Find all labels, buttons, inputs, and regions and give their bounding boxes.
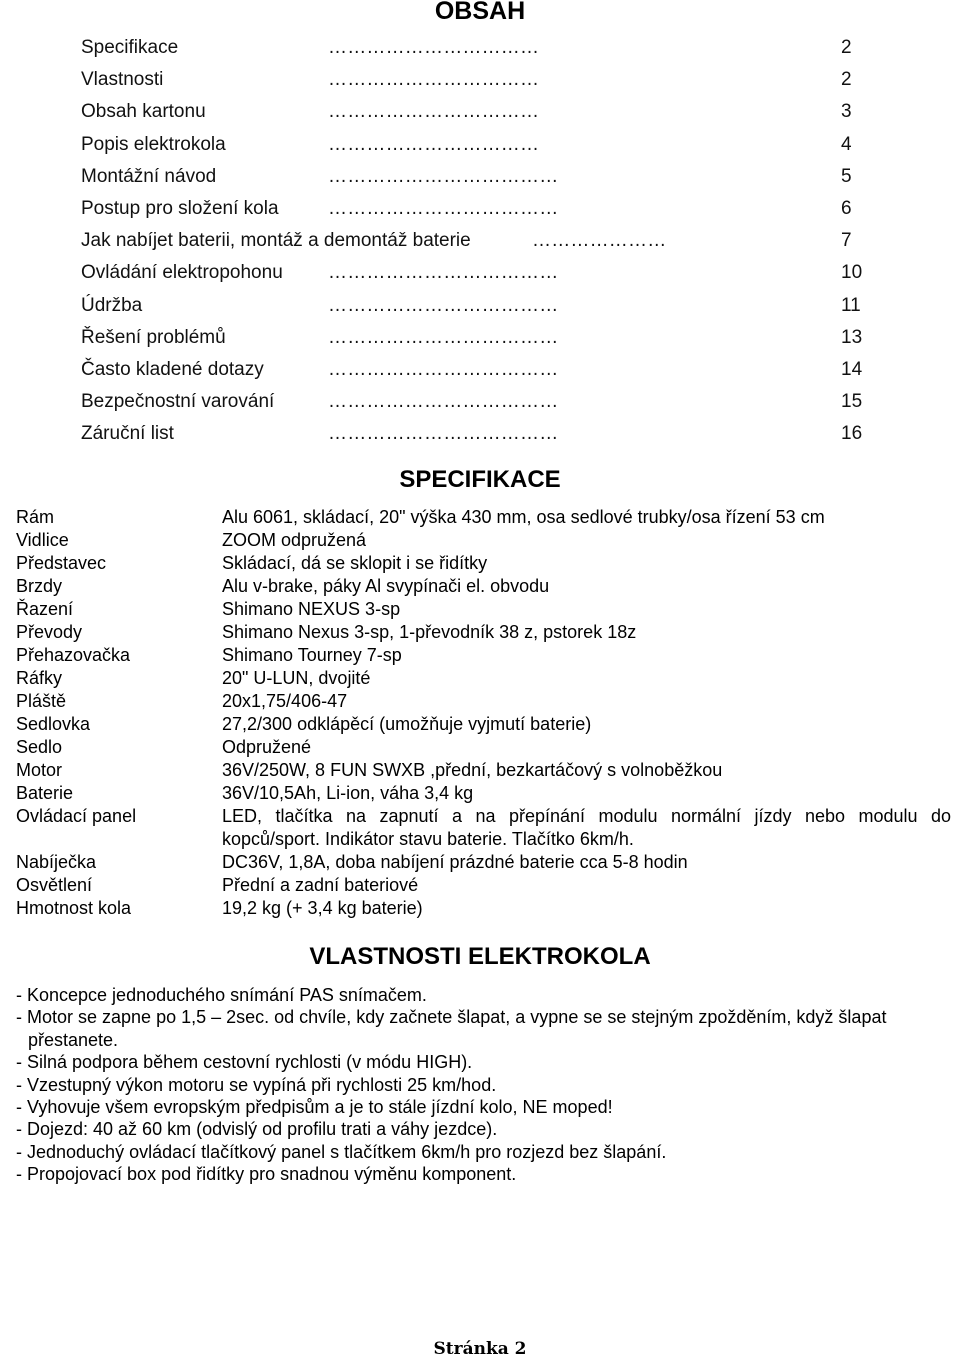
toc-entry-page: 2 — [841, 69, 852, 91]
toc-entry-page: 11 — [841, 294, 861, 316]
spec-value: Shimano Nexus 3-sp, 1-převodník 38 z, pstorek 18z — [222, 622, 637, 642]
toc-entry-page: 15 — [841, 391, 863, 413]
spec-row — [16, 552, 951, 575]
spec-label: Pláště — [16, 691, 67, 711]
toc-entry[interactable] — [81, 196, 881, 228]
spec-row — [16, 782, 951, 805]
toc-entry-page: 6 — [841, 197, 852, 219]
toc-entry-label: Postup pro složení kola — [81, 197, 279, 219]
spec-value: Skládací, dá se sklopit i se řidítky — [222, 553, 488, 573]
toc-entry-dots: ……………………………… — [328, 326, 559, 348]
toc-entry[interactable] — [81, 228, 881, 260]
spec-label: Baterie — [16, 783, 74, 803]
spec-row — [16, 529, 951, 552]
spec-value: 20" U-LUN, dvojité — [222, 668, 371, 688]
spec-value: 20x1,75/406-47 — [222, 691, 348, 711]
toc-entry[interactable] — [81, 260, 881, 292]
page-footer: Stránka 2 — [433, 1339, 527, 1359]
feature-item: - Vzestupný výkon motoru se vypíná při rychlosti 25 km/hod. — [16, 1074, 497, 1095]
toc-entry-label: Specifikace — [81, 37, 179, 58]
toc-entry-page: 3 — [841, 101, 852, 123]
toc-entry-page: 7 — [841, 230, 852, 252]
spec-value: Alu 6061, skládací, 20" výška 430 mm, osa sedlové trubky/osa řízení 53 cm — [222, 507, 825, 527]
spec-value: ZOOM odpružená — [222, 530, 367, 550]
toc-entry[interactable] — [81, 132, 881, 164]
spec-label: Ráfky — [16, 668, 63, 688]
feature-item: - Koncepce jednoduchého snímání PAS snímačem. — [16, 985, 427, 1005]
spec-row — [16, 644, 951, 667]
toc-entry[interactable] — [81, 421, 881, 453]
spec-label: Sedlovka — [16, 714, 91, 734]
toc-entry-label: Popis elektrokola — [81, 133, 226, 155]
spec-row — [16, 874, 951, 897]
spec-label: Představec — [16, 553, 107, 573]
spec-label: Sedlo — [16, 737, 63, 757]
toc-entry-dots: …………………………… — [328, 69, 540, 91]
table-of-contents — [81, 35, 881, 453]
spec-value: DC36V, 1,8A, doba nabíjení prázdné baterie cca 5-8 hodin — [222, 852, 688, 872]
toc-entry-page: 14 — [841, 358, 863, 380]
toc-entry-label: Obsah kartonu — [81, 101, 206, 123]
toc-entry-page: 16 — [841, 423, 863, 445]
spec-row — [16, 805, 951, 851]
toc-entry-dots: …………………………… — [328, 133, 540, 155]
toc-entry-label: Ovládání elektropohonu — [81, 262, 283, 284]
spec-label: Ovládací panel — [16, 806, 137, 826]
specs-title: SPECIFIKACE — [399, 466, 561, 493]
toc-entry-label: Vlastnosti — [81, 69, 164, 91]
toc-entry-label: Montážní návod — [81, 165, 217, 187]
toc-entry[interactable] — [81, 325, 881, 357]
toc-entry-page: 5 — [841, 165, 852, 187]
toc-entry[interactable] — [81, 293, 881, 325]
toc-entry-label: Jak nabíjet baterii, montáž a demontáž baterie — [81, 230, 471, 252]
spec-label: Hmotnost kola — [16, 898, 132, 918]
spec-label: Řazení — [16, 599, 74, 619]
toc-entry[interactable] — [81, 164, 881, 196]
spec-label: Rám — [16, 507, 55, 527]
spec-label: Převody — [16, 622, 83, 642]
spec-label: Vidlice — [16, 530, 69, 550]
specs-table — [16, 506, 951, 920]
spec-value: 36V/250W, 8 FUN SWXB ,přední, bezkartáčový s volnoběžkou — [222, 760, 723, 780]
feature-item: - Propojovací box pod řidítky pro snadnou výměnu komponent. — [16, 1164, 517, 1185]
spec-value: Shimano Tourney 7-sp — [222, 645, 402, 665]
spec-value: Alu v-brake, páky Al svypínači el. obvodu — [222, 576, 550, 596]
spec-row — [16, 851, 951, 874]
toc-title: OBSAH — [434, 0, 526, 25]
toc-entry-dots: ……………………………… — [328, 197, 559, 219]
features-title: VLASTNOSTI ELEKTROKOLA — [309, 943, 651, 970]
toc-entry[interactable] — [81, 389, 881, 421]
spec-value: 36V/10,5Ah, Li-ion, váha 3,4 kg — [222, 783, 474, 803]
spec-row — [16, 621, 951, 644]
toc-entry-page: 2 — [841, 37, 852, 58]
spec-row — [16, 897, 951, 920]
toc-entry[interactable] — [81, 99, 881, 131]
spec-row — [16, 506, 951, 529]
feature-item: - Silná podpora během cestovní rychlosti (v módu HIGH). — [16, 1052, 473, 1073]
spec-value: Přední a zadní bateriové — [222, 875, 419, 895]
toc-entry-dots: …………………………… — [328, 101, 540, 123]
toc-entry-dots: ……………………………… — [328, 423, 559, 445]
spec-label: Motor — [16, 760, 63, 780]
spec-label: Osvětlení — [16, 875, 93, 895]
spec-row — [16, 598, 951, 621]
spec-row — [16, 736, 951, 759]
spec-label: Nabíječka — [16, 852, 97, 872]
toc-entry-page: 10 — [841, 262, 863, 284]
spec-row — [16, 759, 951, 782]
spec-value: 19,2 kg (+ 3,4 kg baterie) — [222, 898, 423, 918]
toc-entry-dots: ……………………………… — [328, 358, 559, 380]
feature-item: - Jednoduchý ovládací tlačítkový panel s tlačítkem 6km/h pro rozjezd bez šlapání. — [16, 1141, 667, 1162]
feature-item: - Vyhovuje všem evropským předpisům a je to stále jízdní kolo, NE moped! — [16, 1097, 613, 1118]
features-list — [16, 984, 941, 1186]
toc-entry-label: Často kladené dotazy — [81, 358, 264, 380]
toc-entry-label: Bezpečnostní varování — [81, 391, 275, 413]
spec-value: LED, tlačítka na zapnutí a na přepínání modulu normální jízdy nebo modulu do kopců/sport. Indikátor stavu baterie. Tlačítko 6km/h. — [222, 806, 951, 849]
toc-entry-dots: ………………… — [532, 230, 667, 252]
toc-entry-dots: ……………………………… — [328, 262, 559, 284]
toc-entry[interactable] — [81, 357, 881, 389]
spec-value: Odpružené — [222, 737, 312, 757]
toc-entry-dots: ……………………………… — [328, 391, 559, 413]
spec-value: Shimano NEXUS 3-sp — [222, 599, 401, 619]
feature-item: - Motor se zapne po 1,5 – 2sec. od chvíle, kdy začnete šlapat, a vypne se se stejným zpožděním, když šlapat přestanete. — [16, 1007, 887, 1050]
feature-item: - Dojezd: 40 až 60 km (odvislý od profilu trati a váhy jezdce). — [16, 1119, 498, 1140]
toc-entry-label: Řešení problémů — [81, 326, 226, 348]
toc-entry-label: Údržba — [81, 294, 143, 316]
toc-entry[interactable] — [81, 67, 881, 99]
spec-label: Brzdy — [16, 576, 63, 596]
spec-value: 27,2/300 odklápěcí (umožňuje vyjmutí baterie) — [222, 714, 592, 734]
spec-row — [16, 575, 951, 598]
toc-entry-dots: …………………………… — [328, 37, 540, 58]
spec-row — [16, 667, 951, 690]
toc-entry[interactable] — [81, 35, 881, 67]
spec-row — [16, 690, 951, 713]
toc-entry-dots: ……………………………… — [328, 165, 559, 187]
spec-label: Přehazovačka — [16, 645, 131, 665]
toc-entry-label: Záruční list — [81, 423, 174, 445]
toc-entry-page: 13 — [841, 326, 863, 348]
spec-row — [16, 713, 951, 736]
toc-entry-dots: ……………………………… — [328, 294, 559, 316]
toc-entry-page: 4 — [841, 133, 852, 155]
